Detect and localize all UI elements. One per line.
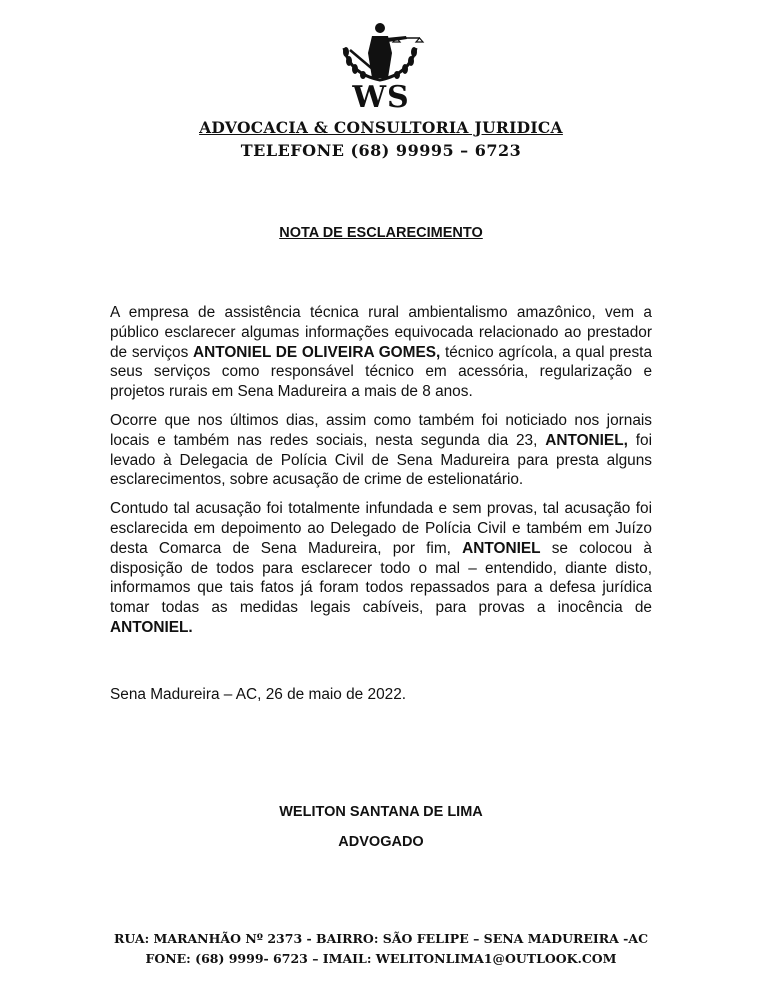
bold-name: ANTONIEL. bbox=[110, 618, 193, 636]
bold-name: ANTONIEL DE OLIVEIRA GOMES, bbox=[192, 343, 441, 361]
paragraph bbox=[110, 411, 652, 490]
bold-name: ANTONIEL bbox=[462, 539, 541, 557]
text: A empresa de assistência técnica rural ambientalismo amazônico, vem a público esclarecer algumas informações equivocada relacionado ao prestador de serviços bbox=[110, 304, 652, 361]
document-body bbox=[110, 303, 652, 647]
date-line: Sena Madureira – AC, 26 de maio de 2022. bbox=[110, 686, 407, 703]
text: Contudo tal acusação foi totalmente infundada e sem provas, tal acusação foi esclarecida em depoimento ao Delegado de Polícia Civil e também em Juízo desta Comarca de Sena Madureira, por fim, bbox=[110, 500, 652, 557]
lady-justice-logo-icon bbox=[330, 8, 430, 83]
bold-name: ANTONIEL, bbox=[545, 431, 628, 449]
paragraph bbox=[110, 499, 652, 638]
signature-name: WELITON SANTANA DE LIMA bbox=[279, 804, 483, 820]
text: Ocorre que nos últimos dias, assim como também foi noticiado nos jornais locais e também nas redes sociais, nesta segunda dia 23, bbox=[110, 411, 652, 449]
text: técnico agrícola, a qual presta seus serviços como responsável técnico em acessória, regularização e projetos rurais em Sena Madureira a mais de 8 anos. bbox=[110, 343, 653, 401]
signature-role: ADVOGADO bbox=[338, 834, 424, 850]
text: se colocou à disposição de todos para esclarecer todo o mal – entendido, diante disto, informamos que tais fatos já foram todos repassados para a defesa jurídica tomar todas as medidas legais cabíveis, para provas a inocência de bbox=[110, 539, 652, 617]
firm-initials: WS bbox=[352, 80, 410, 115]
footer-address: RUA: MARANHÃO Nº 2373 - BAIRRO: SÃO FELIPE – SENA MADUREIRA -AC bbox=[113, 931, 649, 946]
paragraph bbox=[110, 303, 652, 402]
firm-phone: TELEFONE (68) 99995 – 6723 bbox=[240, 141, 522, 160]
footer-contact: FONE: (68) 9999- 6723 – IMAIL: WELITONLIMA1@OUTLOOK.COM bbox=[145, 951, 617, 966]
document-title: NOTA DE ESCLARECIMENTO bbox=[279, 225, 483, 241]
firm-name: ADVOCACIA & CONSULTORIA JURIDICA bbox=[199, 118, 563, 137]
text: foi levado à Delegacia de Polícia Civil de Sena Madureira para presta alguns esclarecimentos, sobre acusação de crime de estelionatário. bbox=[110, 431, 652, 489]
